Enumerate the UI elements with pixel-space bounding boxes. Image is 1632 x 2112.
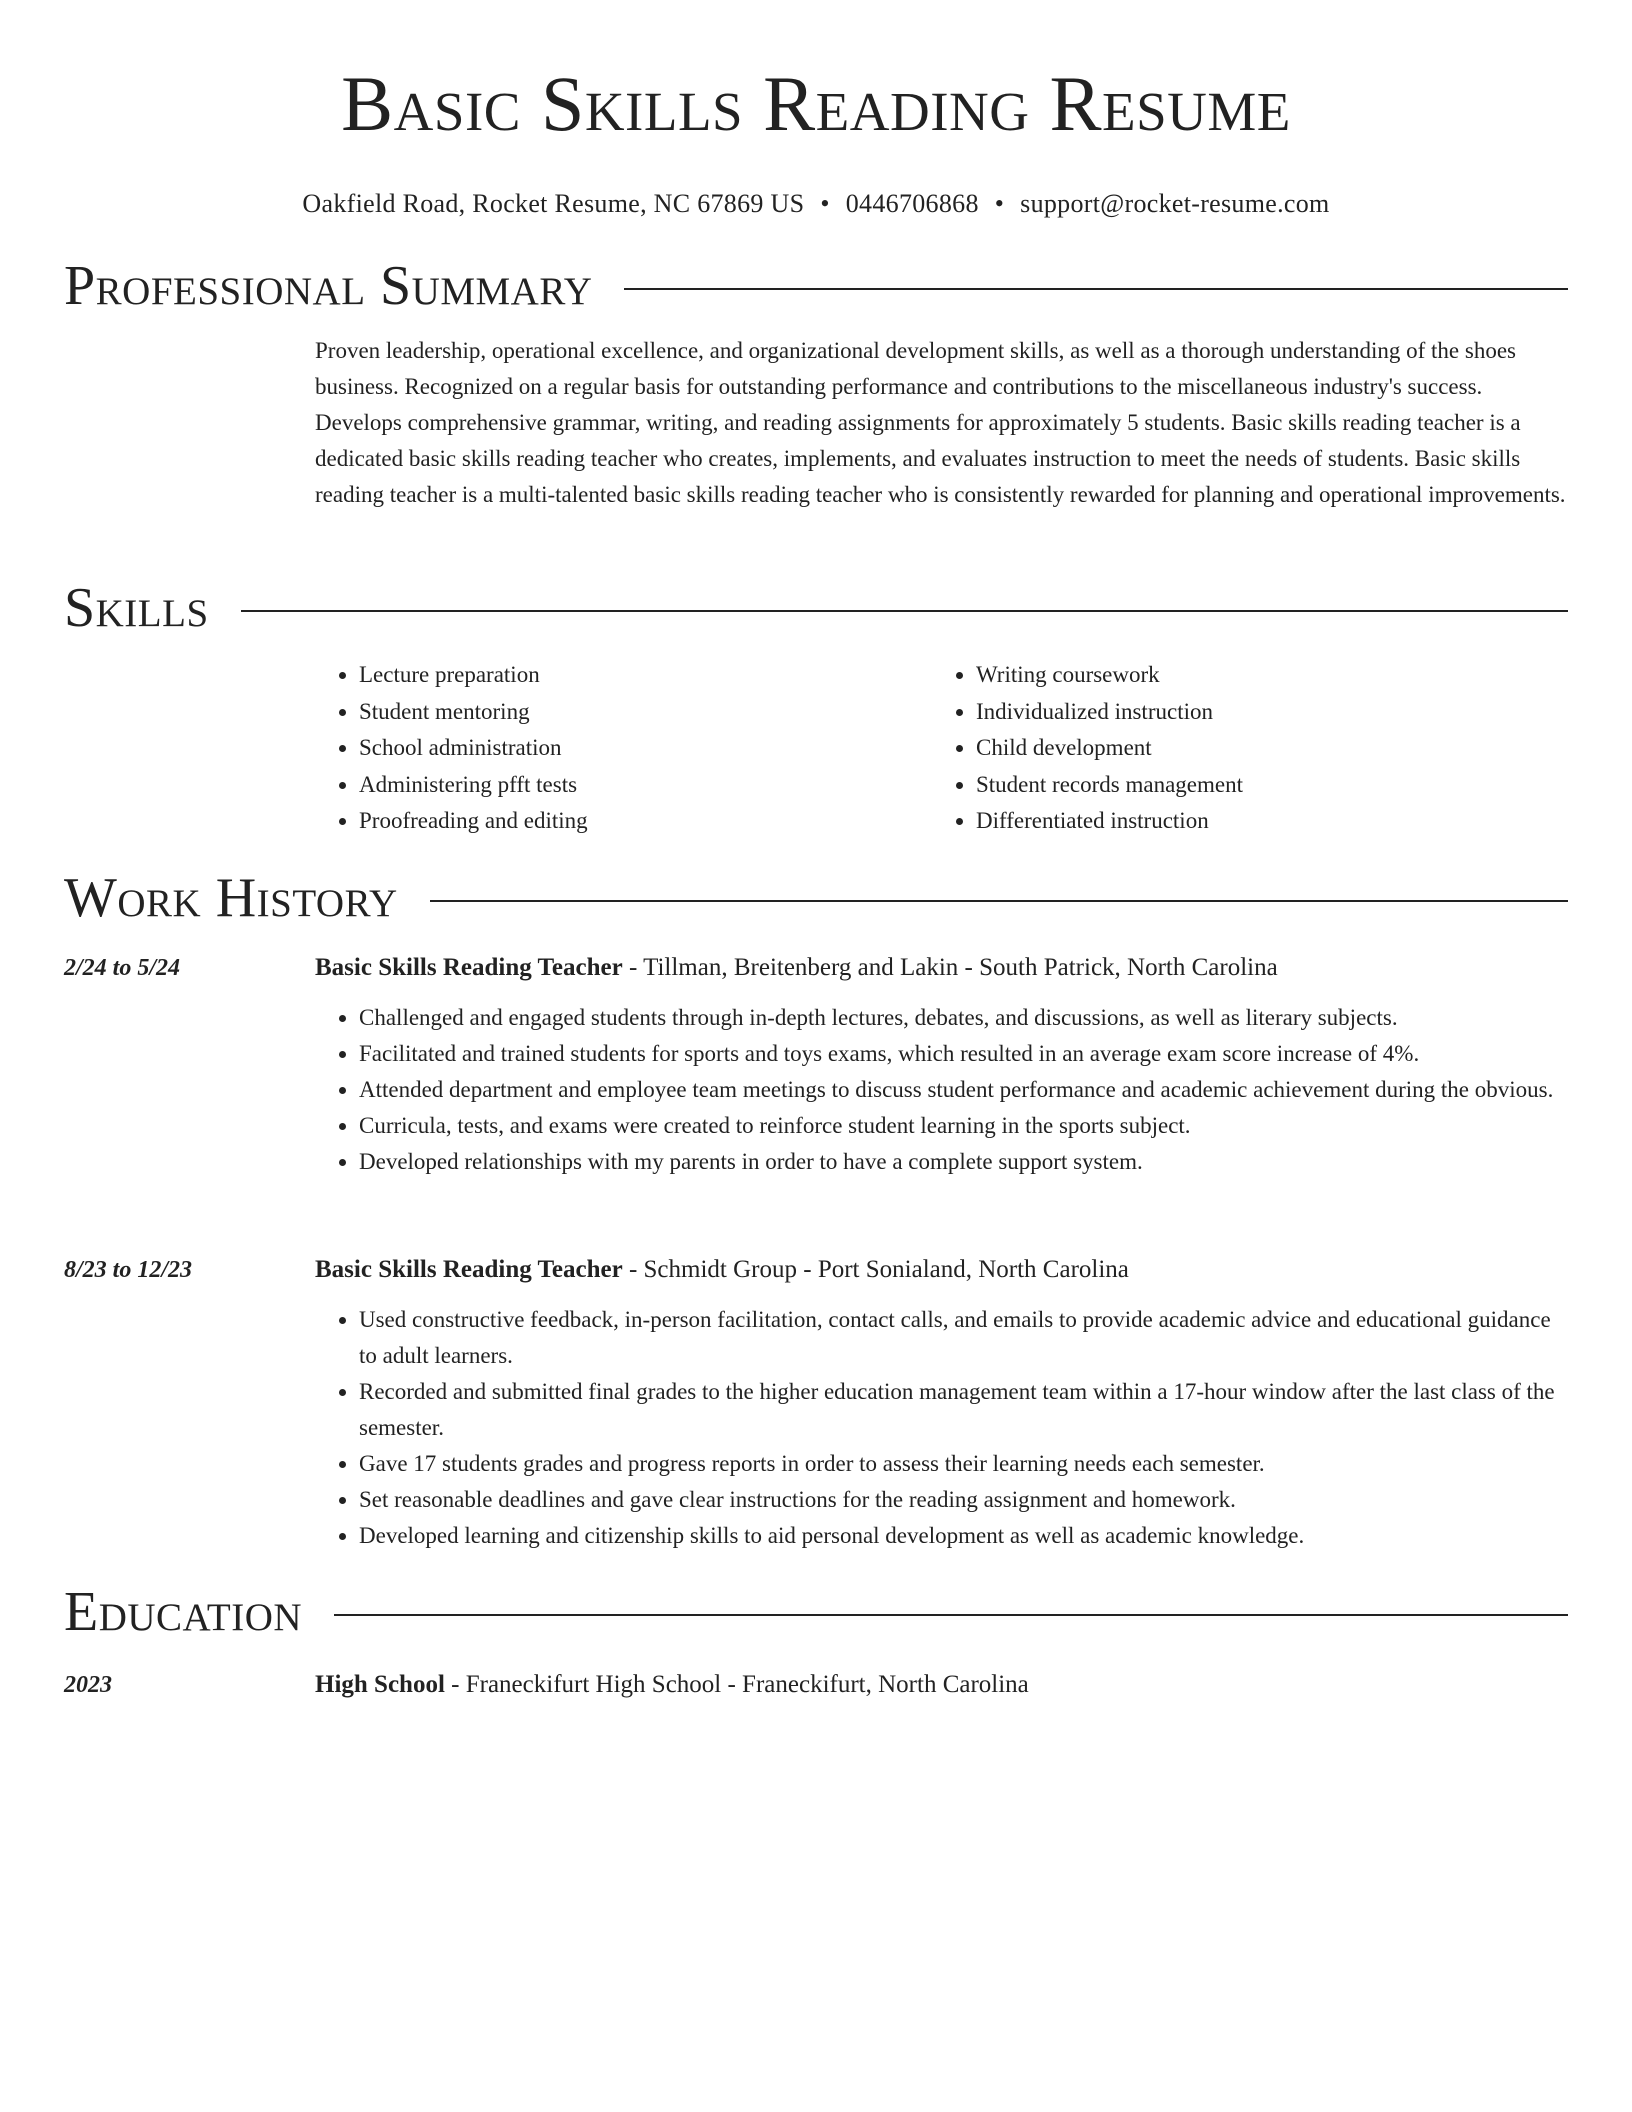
job-detail: - Tillman, Breitenberg and Lakin - South Patrick, North Carolina [622,954,1278,981]
contact-phone: 0446706868 [845,189,979,218]
section-divider [430,900,1568,902]
job-bullet: • Challenged and engaged students through in-depth lectures, debates, and discussions, as well as literary subjects. [359,1000,1568,1036]
job-detail: - Schmidt Group - Port Sonialand, North Carolina [622,1256,1129,1283]
skill-item: • Writing coursework [976,657,1549,694]
job-bullet: • Developed learning and citizenship skills to aid personal development as well as academic knowledge. [359,1518,1568,1554]
contact-email: support@rocket-resume.com [1020,189,1330,218]
job-entry [315,1252,1568,1554]
work-section-header [64,866,1568,930]
job-bullet: • Facilitated and trained students for sports and toys exams, which resulted in an average exam score increase of 4%. [359,1036,1568,1072]
resume-title: Basic Skills Reading Resume [341,60,1291,147]
skill-item: • Differentiated instruction [976,803,1549,840]
skill-item: • Student records management [976,767,1549,804]
skill-item: • School administration [359,730,932,767]
education-header [315,1667,1568,1703]
skills-list-left [315,657,932,840]
job-header [315,950,1568,986]
job-bullets [315,1000,1568,1180]
job-role: Basic Skills Reading Teacher [315,954,623,981]
section-divider [241,610,1568,612]
job-bullet: • Curricula, tests, and exams were created to reinforce student learning in the sports subject. [359,1108,1568,1144]
job-bullet: • Recorded and submitted final grades to the higher education management team within a 17-hour window after the last class of the semester. [359,1374,1568,1446]
resume-page [64,0,1568,1698]
contact-line [64,188,1568,220]
education-section-header [64,1580,1568,1644]
summary-section-header [64,254,1568,318]
job-dates: 8/23 to 12/23 [64,1257,193,1283]
contact-separator: • [994,189,1005,218]
section-divider [334,1614,1568,1616]
skills-list-right [932,657,1549,840]
skills-grid [315,657,1568,840]
education-heading: Education [64,1581,303,1643]
skill-item: • Proofreading and editing [359,803,932,840]
summary-text: Proven leadership, operational excellence, and organizational development skills, as well as a thorough understanding of the shoes business. Recognized on a regular basis for outstanding performance and contributions to the miscellaneous industry's success. Develops comprehensive grammar, writing, and reading assignments for approximately 5 students. Basic skills reading teacher is a dedicated basic skills reading teacher who creates, implements, and evaluates instruction to meet the needs of students. Basic skills reading teacher is a multi-talented basic skills reading teacher who is consistently rewarded for planning and operational improvements. [315,338,1566,507]
job-bullet: • Used constructive feedback, in-person facilitation, contact calls, and emails to provide academic advice and educational guidance to adult learners. [359,1302,1568,1374]
education-entry [315,1667,1568,1703]
summary-heading: Professional Summary [64,255,593,317]
job-entry [315,950,1568,1180]
skill-item: • Individualized instruction [976,694,1549,731]
job-header [315,1252,1568,1288]
job-bullet: • Developed relationships with my parents in order to have a complete support system. [359,1144,1568,1180]
contact-address: Oakfield Road, Rocket Resume, NC 67869 US [302,189,805,218]
skills-body [315,657,1568,840]
contact-separator: • [820,189,830,218]
job-bullet: • Gave 17 students grades and progress reports in order to assess their learning needs each semester. [359,1446,1568,1482]
section-divider [624,288,1568,290]
education-year: 2023 [64,1672,112,1698]
job-bullet: • Set reasonable deadlines and gave clear instructions for the reading assignment and homework. [359,1482,1568,1518]
skill-item: • Child development [976,730,1549,767]
job-role: Basic Skills Reading Teacher [315,1256,623,1283]
skill-item: • Lecture preparation [359,657,932,694]
skills-section-header [64,576,1568,640]
job-dates: 2/24 to 5/24 [64,955,181,981]
skill-item: • Student mentoring [359,694,932,731]
job-bullet: • Attended department and employee team meetings to discuss student performance and academic achievement during the obvious. [359,1072,1568,1108]
work-heading: Work History [64,867,398,929]
skill-item: • Administering pfft tests [359,767,932,804]
education-degree: High School [315,1671,445,1698]
skills-heading: Skills [64,577,209,639]
summary-body [315,333,1568,513]
job-bullets [315,1302,1568,1554]
education-detail: - Franeckifurt High School - Franeckifurt, North Carolina [444,1671,1029,1698]
